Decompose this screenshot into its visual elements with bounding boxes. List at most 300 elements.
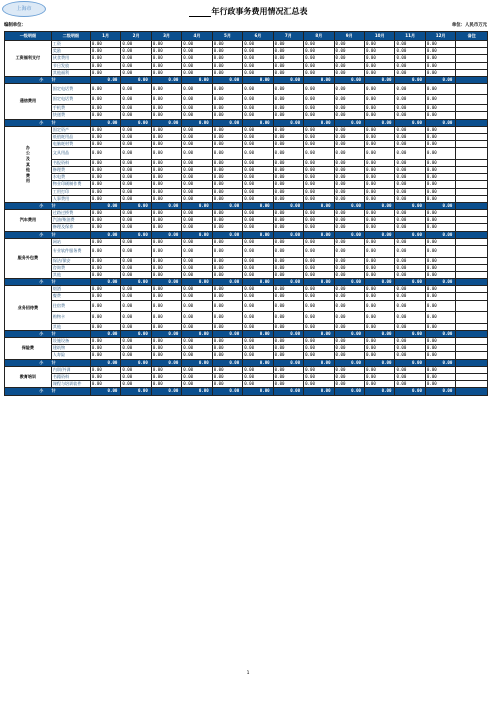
column-header: 11月: [395, 32, 425, 41]
subtotal-value-cell: 0.00: [365, 279, 395, 286]
value-cell: 0.00: [121, 133, 151, 140]
table-row: [5, 323, 488, 330]
item-name-cell: 低值耗用品: [51, 133, 90, 140]
subtotal-value-cell: 0.00: [395, 76, 425, 83]
item-name-cell: 物业印刷制作费: [51, 181, 90, 188]
value-cell: 0.00: [395, 224, 425, 231]
remark-cell: [456, 224, 488, 231]
value-cell: 0.00: [121, 366, 151, 373]
remark-cell: [456, 148, 488, 160]
remark-cell: [456, 126, 488, 133]
value-cell: 0.00: [334, 55, 364, 62]
value-cell: 0.00: [365, 188, 395, 195]
value-cell: 0.00: [212, 105, 242, 112]
subtotal-value-cell: 0.00: [365, 119, 395, 126]
subtotal-label: 小 计: [5, 76, 91, 83]
subtotal-value-cell: 0.00: [365, 330, 395, 337]
value-cell: 0.00: [90, 345, 120, 352]
value-cell: 0.00: [425, 84, 455, 95]
subtotal-row: [5, 359, 488, 366]
prepared-by-label: 编制单位：: [4, 23, 26, 28]
value-cell: 0.00: [425, 141, 455, 148]
value-cell: 0.00: [273, 338, 303, 345]
value-cell: 0.00: [334, 94, 364, 105]
value-cell: 0.00: [151, 148, 181, 160]
value-cell: 0.00: [273, 55, 303, 62]
remark-cell: [456, 48, 488, 55]
remark-cell: [456, 381, 488, 388]
page-number: 1: [246, 671, 250, 676]
value-cell: 0.00: [90, 286, 120, 293]
value-cell: 0.00: [182, 366, 212, 373]
remark-cell: [456, 174, 488, 181]
subtotal-value-cell: 0.00: [212, 330, 242, 337]
year-blank: [189, 8, 211, 17]
subtotal-value-cell: 0.00: [334, 359, 364, 366]
subtotal-value-cell: 0.00: [425, 231, 455, 238]
subtotal-value-cell: 0.00: [395, 119, 425, 126]
subtotal-value-cell: 0.00: [273, 388, 303, 395]
value-cell: 0.00: [395, 312, 425, 324]
subtotal-value-cell: 0.00: [304, 76, 334, 83]
table-row: [5, 112, 488, 119]
value-cell: 0.00: [273, 264, 303, 271]
value-cell: 0.00: [425, 352, 455, 359]
table-row: [5, 293, 488, 300]
subtotal-value-cell: 0.00: [121, 202, 151, 209]
value-cell: 0.00: [304, 246, 334, 258]
subtotal-label: 小 计: [5, 359, 91, 366]
value-cell: 0.00: [90, 300, 120, 312]
table-row: [5, 133, 488, 140]
value-cell: 0.00: [121, 105, 151, 112]
value-cell: 0.00: [243, 238, 273, 245]
value-cell: 0.00: [121, 94, 151, 105]
value-cell: 0.00: [273, 195, 303, 202]
value-cell: 0.00: [395, 338, 425, 345]
value-cell: 0.00: [304, 271, 334, 278]
value-cell: 0.00: [243, 94, 273, 105]
subtotal-remark-cell: [456, 279, 488, 286]
value-cell: 0.00: [243, 381, 273, 388]
remark-cell: [456, 94, 488, 105]
value-cell: 0.00: [395, 181, 425, 188]
value-cell: 0.00: [212, 271, 242, 278]
value-cell: 0.00: [425, 264, 455, 271]
value-cell: 0.00: [395, 41, 425, 48]
value-cell: 0.00: [243, 55, 273, 62]
value-cell: 0.00: [182, 126, 212, 133]
subtotal-value-cell: 0.00: [395, 388, 425, 395]
table-row: [5, 271, 488, 278]
value-cell: 0.00: [365, 352, 395, 359]
value-cell: 0.00: [395, 62, 425, 69]
value-cell: 0.00: [182, 55, 212, 62]
value-cell: 0.00: [365, 373, 395, 380]
value-cell: 0.00: [182, 217, 212, 224]
value-cell: 0.00: [304, 55, 334, 62]
value-cell: 0.00: [90, 210, 120, 217]
item-name-cell: 人事费用: [51, 195, 90, 202]
subtotal-remark-cell: [456, 202, 488, 209]
subtotal-value-cell: 0.00: [243, 76, 273, 83]
value-cell: 0.00: [182, 174, 212, 181]
subtotal-value-cell: 0.00: [90, 388, 120, 395]
table-row: [5, 55, 488, 62]
subtotal-value-cell: 0.00: [304, 330, 334, 337]
value-cell: 0.00: [365, 217, 395, 224]
value-cell: 0.00: [121, 166, 151, 173]
value-cell: 0.00: [365, 381, 395, 388]
value-cell: 0.00: [334, 48, 364, 55]
value-cell: 0.00: [243, 286, 273, 293]
value-cell: 0.00: [304, 159, 334, 166]
value-cell: 0.00: [182, 84, 212, 95]
value-cell: 0.00: [425, 159, 455, 166]
value-cell: 0.00: [243, 148, 273, 160]
table-row: [5, 338, 488, 345]
subtotal-value-cell: 0.00: [304, 119, 334, 126]
subtotal-value-cell: 0.00: [90, 231, 120, 238]
subtotal-value-cell: 0.00: [121, 388, 151, 395]
subtotal-value-cell: 0.00: [212, 279, 242, 286]
title-text: 年行政事务费用情况汇总表: [211, 7, 308, 16]
value-cell: 0.00: [90, 224, 120, 231]
table-row: [5, 62, 488, 69]
value-cell: 0.00: [334, 312, 364, 324]
value-cell: 0.00: [151, 271, 181, 278]
subtotal-value-cell: 0.00: [334, 76, 364, 83]
value-cell: 0.00: [90, 181, 120, 188]
remark-cell: [456, 141, 488, 148]
value-cell: 0.00: [365, 62, 395, 69]
value-cell: 0.00: [121, 41, 151, 48]
subtotal-label: 小 计: [5, 202, 91, 209]
value-cell: 0.00: [395, 141, 425, 148]
value-cell: 0.00: [334, 69, 364, 76]
subtotal-value-cell: 0.00: [395, 359, 425, 366]
table-row: [5, 300, 488, 312]
value-cell: 0.00: [334, 84, 364, 95]
value-cell: 0.00: [121, 148, 151, 160]
value-cell: 0.00: [304, 381, 334, 388]
value-cell: 0.00: [425, 62, 455, 69]
value-cell: 0.00: [395, 159, 425, 166]
value-cell: 0.00: [243, 84, 273, 95]
value-cell: 0.00: [121, 181, 151, 188]
subtotal-value-cell: 0.00: [243, 388, 273, 395]
value-cell: 0.00: [90, 217, 120, 224]
value-cell: 0.00: [212, 352, 242, 359]
value-cell: 0.00: [151, 246, 181, 258]
value-cell: 0.00: [304, 112, 334, 119]
value-cell: 0.00: [151, 141, 181, 148]
value-cell: 0.00: [212, 195, 242, 202]
subtotal-remark-cell: [456, 76, 488, 83]
value-cell: 0.00: [212, 94, 242, 105]
value-cell: 0.00: [243, 352, 273, 359]
remark-cell: [456, 41, 488, 48]
value-cell: 0.00: [121, 381, 151, 388]
value-cell: 0.00: [425, 217, 455, 224]
value-cell: 0.00: [243, 312, 273, 324]
value-cell: 0.00: [334, 166, 364, 173]
table-row: [5, 224, 488, 231]
value-cell: 0.00: [365, 366, 395, 373]
remark-cell: [456, 300, 488, 312]
remark-cell: [456, 55, 488, 62]
value-cell: 0.00: [273, 373, 303, 380]
value-cell: 0.00: [90, 62, 120, 69]
value-cell: 0.00: [243, 126, 273, 133]
value-cell: 0.00: [151, 188, 181, 195]
value-cell: 0.00: [182, 210, 212, 217]
value-cell: 0.00: [334, 246, 364, 258]
category-cell: 保险费: [5, 338, 52, 360]
value-cell: 0.00: [121, 323, 151, 330]
value-cell: 0.00: [90, 195, 120, 202]
value-cell: 0.00: [304, 148, 334, 160]
table-row: [5, 48, 488, 55]
item-name-cell: 节日发放: [51, 62, 90, 69]
value-cell: 0.00: [151, 217, 181, 224]
value-cell: 0.00: [121, 352, 151, 359]
value-cell: 0.00: [334, 148, 364, 160]
table-row: [5, 105, 488, 112]
subtotal-value-cell: 0.00: [151, 279, 181, 286]
value-cell: 0.00: [395, 69, 425, 76]
value-cell: 0.00: [273, 300, 303, 312]
subtotal-value-cell: 0.00: [304, 388, 334, 395]
value-cell: 0.00: [182, 286, 212, 293]
value-cell: 0.00: [395, 148, 425, 160]
table-row: [5, 159, 488, 166]
value-cell: 0.00: [395, 246, 425, 258]
value-cell: 0.00: [212, 300, 242, 312]
value-cell: 0.00: [273, 217, 303, 224]
value-cell: 0.00: [334, 366, 364, 373]
item-name-cell: 书籍资料: [51, 373, 90, 380]
expense-table: [4, 31, 488, 396]
table-row: [5, 312, 488, 324]
value-cell: 0.00: [90, 323, 120, 330]
table-row: [5, 217, 488, 224]
subtotal-value-cell: 0.00: [425, 202, 455, 209]
remark-cell: [456, 195, 488, 202]
value-cell: 0.00: [212, 293, 242, 300]
remark-cell: [456, 166, 488, 173]
value-cell: 0.00: [395, 210, 425, 217]
column-header: 二级明细: [51, 32, 90, 41]
subtotal-value-cell: 0.00: [182, 279, 212, 286]
value-cell: 0.00: [334, 174, 364, 181]
remark-cell: [456, 62, 488, 69]
item-name-cell: 过路过桥费: [51, 210, 90, 217]
category-cell: 办 公 及 其 他 费 用: [5, 126, 52, 202]
subtotal-row: [5, 388, 488, 395]
value-cell: 0.00: [304, 352, 334, 359]
value-cell: 0.00: [121, 55, 151, 62]
remark-cell: [456, 112, 488, 119]
subtotal-remark-cell: [456, 119, 488, 126]
subtotal-value-cell: 0.00: [334, 202, 364, 209]
value-cell: 0.00: [212, 62, 242, 69]
value-cell: 0.00: [304, 264, 334, 271]
value-cell: 0.00: [334, 112, 364, 119]
value-cell: 0.00: [304, 94, 334, 105]
value-cell: 0.00: [395, 112, 425, 119]
value-cell: 0.00: [212, 338, 242, 345]
value-cell: 0.00: [243, 188, 273, 195]
logo-badge: 上海市: [2, 1, 46, 17]
remark-cell: [456, 246, 488, 258]
subtotal-value-cell: 0.00: [90, 359, 120, 366]
value-cell: 0.00: [90, 373, 120, 380]
table-row: [5, 373, 488, 380]
value-cell: 0.00: [121, 293, 151, 300]
value-cell: 0.00: [243, 112, 273, 119]
value-cell: 0.00: [425, 181, 455, 188]
value-cell: 0.00: [273, 126, 303, 133]
column-header: 3月: [151, 32, 181, 41]
value-cell: 0.00: [90, 55, 120, 62]
value-cell: 0.00: [425, 133, 455, 140]
value-cell: 0.00: [425, 188, 455, 195]
value-cell: 0.00: [151, 41, 181, 48]
value-cell: 0.00: [395, 264, 425, 271]
value-cell: 0.00: [182, 105, 212, 112]
value-cell: 0.00: [151, 195, 181, 202]
subtotal-label: 小 计: [5, 279, 91, 286]
value-cell: 0.00: [182, 373, 212, 380]
page-title: [0, 6, 496, 17]
subtotal-value-cell: 0.00: [395, 279, 425, 286]
value-cell: 0.00: [182, 238, 212, 245]
value-cell: 0.00: [151, 373, 181, 380]
value-cell: 0.00: [395, 381, 425, 388]
value-cell: 0.00: [90, 293, 120, 300]
item-name-cell: 汽油/柴油费: [51, 217, 90, 224]
value-cell: 0.00: [212, 264, 242, 271]
table-row: [5, 352, 488, 359]
item-name-cell: 人寿险: [51, 352, 90, 359]
value-cell: 0.00: [425, 105, 455, 112]
subtotal-value-cell: 0.00: [90, 119, 120, 126]
value-cell: 0.00: [365, 148, 395, 160]
value-cell: 0.00: [425, 148, 455, 160]
value-cell: 0.00: [151, 62, 181, 69]
value-cell: 0.00: [212, 141, 242, 148]
value-cell: 0.00: [243, 174, 273, 181]
value-cell: 0.00: [182, 159, 212, 166]
value-cell: 0.00: [182, 323, 212, 330]
value-cell: 0.00: [182, 224, 212, 231]
value-cell: 0.00: [365, 224, 395, 231]
value-cell: 0.00: [334, 62, 364, 69]
table-row: [5, 84, 488, 95]
value-cell: 0.00: [425, 69, 455, 76]
value-cell: 0.00: [182, 264, 212, 271]
remark-cell: [456, 181, 488, 188]
subtotal-value-cell: 0.00: [273, 231, 303, 238]
value-cell: 0.00: [425, 94, 455, 105]
value-cell: 0.00: [151, 48, 181, 55]
value-cell: 0.00: [365, 195, 395, 202]
value-cell: 0.00: [425, 338, 455, 345]
value-cell: 0.00: [273, 323, 303, 330]
value-cell: 0.00: [334, 181, 364, 188]
value-cell: 0.00: [334, 188, 364, 195]
value-cell: 0.00: [395, 352, 425, 359]
subtotal-remark-cell: [456, 359, 488, 366]
value-cell: 0.00: [151, 55, 181, 62]
subtotal-value-cell: 0.00: [182, 76, 212, 83]
subtotal-value-cell: 0.00: [425, 76, 455, 83]
value-cell: 0.00: [304, 300, 334, 312]
value-cell: 0.00: [212, 345, 242, 352]
value-cell: 0.00: [90, 381, 120, 388]
remark-cell: [456, 293, 488, 300]
value-cell: 0.00: [243, 210, 273, 217]
value-cell: 0.00: [365, 141, 395, 148]
subtotal-label: 小 计: [5, 388, 91, 395]
value-cell: 0.00: [151, 323, 181, 330]
value-cell: 0.00: [121, 210, 151, 217]
subtotal-value-cell: 0.00: [90, 76, 120, 83]
value-cell: 0.00: [425, 174, 455, 181]
value-cell: 0.00: [425, 312, 455, 324]
value-cell: 0.00: [365, 41, 395, 48]
value-cell: 0.00: [90, 141, 120, 148]
value-cell: 0.00: [395, 174, 425, 181]
value-cell: 0.00: [334, 338, 364, 345]
value-cell: 0.00: [425, 323, 455, 330]
value-cell: 0.00: [243, 69, 273, 76]
value-cell: 0.00: [304, 181, 334, 188]
subtotal-row: [5, 279, 488, 286]
value-cell: 0.00: [212, 373, 242, 380]
item-name-cell: 保洁/保安: [51, 257, 90, 264]
value-cell: 0.00: [425, 112, 455, 119]
value-cell: 0.00: [273, 69, 303, 76]
table-row: [5, 148, 488, 160]
value-cell: 0.00: [365, 105, 395, 112]
value-cell: 0.00: [365, 69, 395, 76]
column-header: 10月: [365, 32, 395, 41]
subtotal-value-cell: 0.00: [425, 388, 455, 395]
subtotal-value-cell: 0.00: [243, 279, 273, 286]
value-cell: 0.00: [304, 195, 334, 202]
value-cell: 0.00: [243, 166, 273, 173]
value-cell: 0.00: [90, 105, 120, 112]
category-cell: 业务招待费: [5, 286, 52, 331]
value-cell: 0.00: [212, 246, 242, 258]
value-cell: 0.00: [365, 174, 395, 181]
value-cell: 0.00: [243, 373, 273, 380]
subtotal-value-cell: 0.00: [243, 119, 273, 126]
value-cell: 0.00: [425, 166, 455, 173]
value-cell: 0.00: [121, 48, 151, 55]
remark-cell: [456, 345, 488, 352]
subtotal-row: [5, 231, 488, 238]
value-cell: 0.00: [90, 84, 120, 95]
table-row: [5, 264, 488, 271]
value-cell: 0.00: [121, 257, 151, 264]
value-cell: 0.00: [365, 246, 395, 258]
subtotal-value-cell: 0.00: [304, 231, 334, 238]
value-cell: 0.00: [182, 271, 212, 278]
column-header: 备注: [456, 32, 488, 41]
